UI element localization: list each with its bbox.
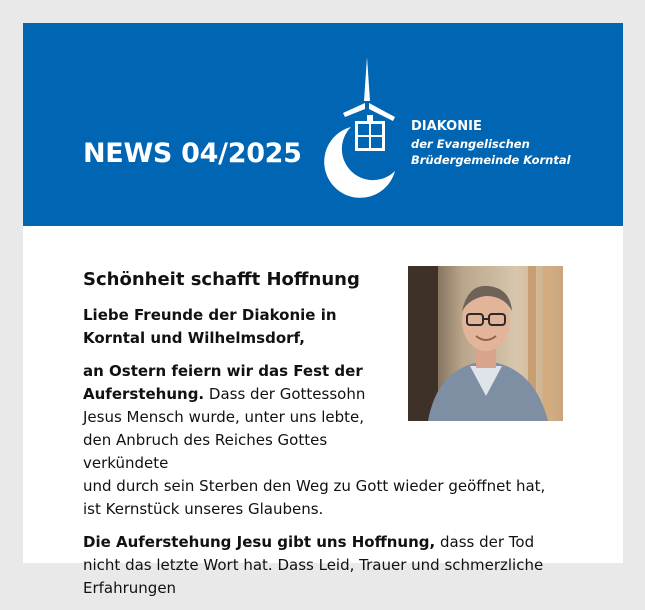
greeting-text [83, 304, 393, 350]
paragraph-1-text-b: und durch sein Sterben den Weg zu Gott wieder geöffnet hat, ist Kernstück unseres Glaubens. [83, 477, 546, 518]
newsletter-card [23, 23, 623, 597]
greeting-bold: Liebe Freunde der Diakonie in Korntal und Wilhelmsdorf, [83, 306, 337, 347]
paragraph-1-bold: an Ostern feiern wir das Fest der Auferstehung. [83, 362, 363, 403]
diakonie-logo-icon [323, 53, 413, 183]
logo-line-3: Brüdergemeinde Korntal [411, 153, 571, 167]
article-body [83, 266, 563, 610]
paragraph-1-text-a: Dass der Gottessohn Jesus Mensch wurde, unter uns lebte, den Anbruch des Reiches Gottes verkündete [83, 385, 366, 472]
paragraph-2-text: dass der Tod nicht das letzte Wort hat. Dass Leid, Trauer und schmerzliche Erfahrungen [83, 533, 544, 597]
paragraph-2 [83, 531, 563, 600]
newsletter-header [23, 23, 623, 226]
newsletter-title: NEWS 04/2025 [83, 138, 302, 169]
logo-line-2: der Evangelischen [411, 137, 530, 151]
logo-wordmark [411, 119, 571, 168]
paragraph-1 [83, 360, 563, 521]
article-heading: Schönheit schafft Hoffnung [83, 269, 360, 290]
paragraph-2-bold: Die Auferstehung Jesu gibt uns Hoffnung, [83, 533, 436, 551]
logo-line-1: DIAKONIE [411, 119, 482, 134]
